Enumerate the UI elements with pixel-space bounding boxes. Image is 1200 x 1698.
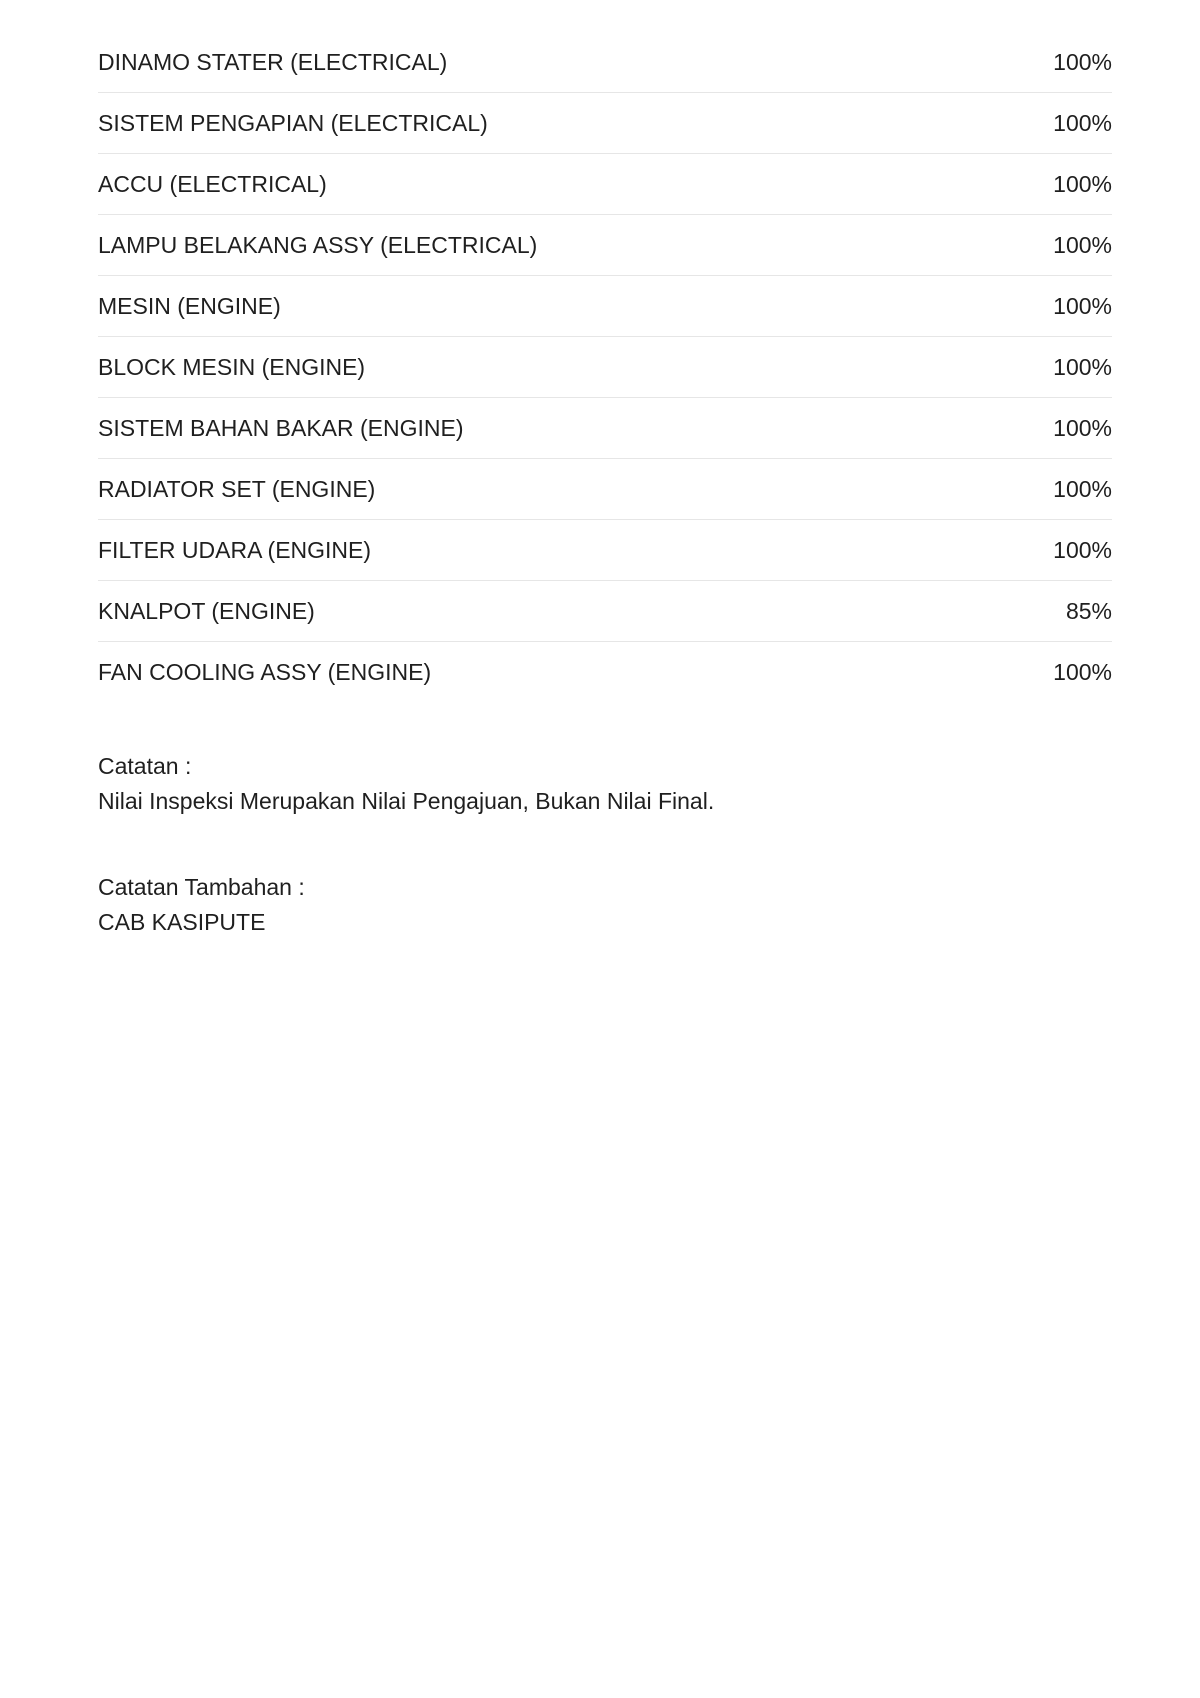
inspection-item-value: 100% xyxy=(1053,109,1112,136)
inspection-item-label: FILTER UDARA (ENGINE) xyxy=(98,536,372,563)
inspection-item xyxy=(98,276,1112,337)
inspection-item-label: DINAMO STATER (ELECTRICAL) xyxy=(98,48,448,75)
inspection-item-value: 100% xyxy=(1053,353,1112,380)
inspection-item-label: KNALPOT (ENGINE) xyxy=(98,597,315,624)
note-section xyxy=(98,749,1112,819)
inspection-item xyxy=(98,581,1112,642)
inspection-item xyxy=(98,215,1112,276)
inspection-document xyxy=(98,32,1112,940)
inspection-item xyxy=(98,398,1112,459)
inspection-item-label: ACCU (ELECTRICAL) xyxy=(98,170,327,197)
inspection-item-value: 85% xyxy=(1065,597,1112,624)
inspection-item-value: 100% xyxy=(1053,48,1112,75)
inspection-item-value: 100% xyxy=(1053,414,1112,441)
inspection-item-value: 100% xyxy=(1053,659,1112,685)
inspection-item xyxy=(98,520,1112,581)
inspection-item-value: 100% xyxy=(1053,475,1112,502)
inspection-item xyxy=(98,642,1112,703)
inspection-item xyxy=(98,337,1112,398)
inspection-item-list xyxy=(98,32,1112,703)
inspection-item-label: FAN COOLING ASSY (ENGINE) xyxy=(98,659,432,685)
additional-note-text: CAB KASIPUTE xyxy=(98,909,266,935)
inspection-item-value: 100% xyxy=(1053,170,1112,197)
inspection-item-value: 100% xyxy=(1053,292,1112,319)
additional-note-heading: Catatan Tambahan : xyxy=(98,874,305,900)
inspection-item-label: BLOCK MESIN (ENGINE) xyxy=(98,353,366,380)
inspection-item-label: RADIATOR SET (ENGINE) xyxy=(98,475,376,502)
inspection-item-label: LAMPU BELAKANG ASSY (ELECTRICAL) xyxy=(98,231,538,258)
inspection-item xyxy=(98,93,1112,154)
inspection-item xyxy=(98,32,1112,93)
inspection-item-value: 100% xyxy=(1053,231,1112,258)
note-text: Nilai Inspeksi Merupakan Nilai Pengajuan, Bukan Nilai Final. xyxy=(98,788,715,814)
inspection-item xyxy=(98,154,1112,215)
inspection-item-label: SISTEM PENGAPIAN (ELECTRICAL) xyxy=(98,109,488,136)
inspection-item-label: MESIN (ENGINE) xyxy=(98,292,281,319)
inspection-item xyxy=(98,459,1112,520)
inspection-item-value: 100% xyxy=(1053,536,1112,563)
note-heading: Catatan : xyxy=(98,753,192,779)
inspection-item-label: SISTEM BAHAN BAKAR (ENGINE) xyxy=(98,414,464,441)
additional-note-section xyxy=(98,870,1112,940)
